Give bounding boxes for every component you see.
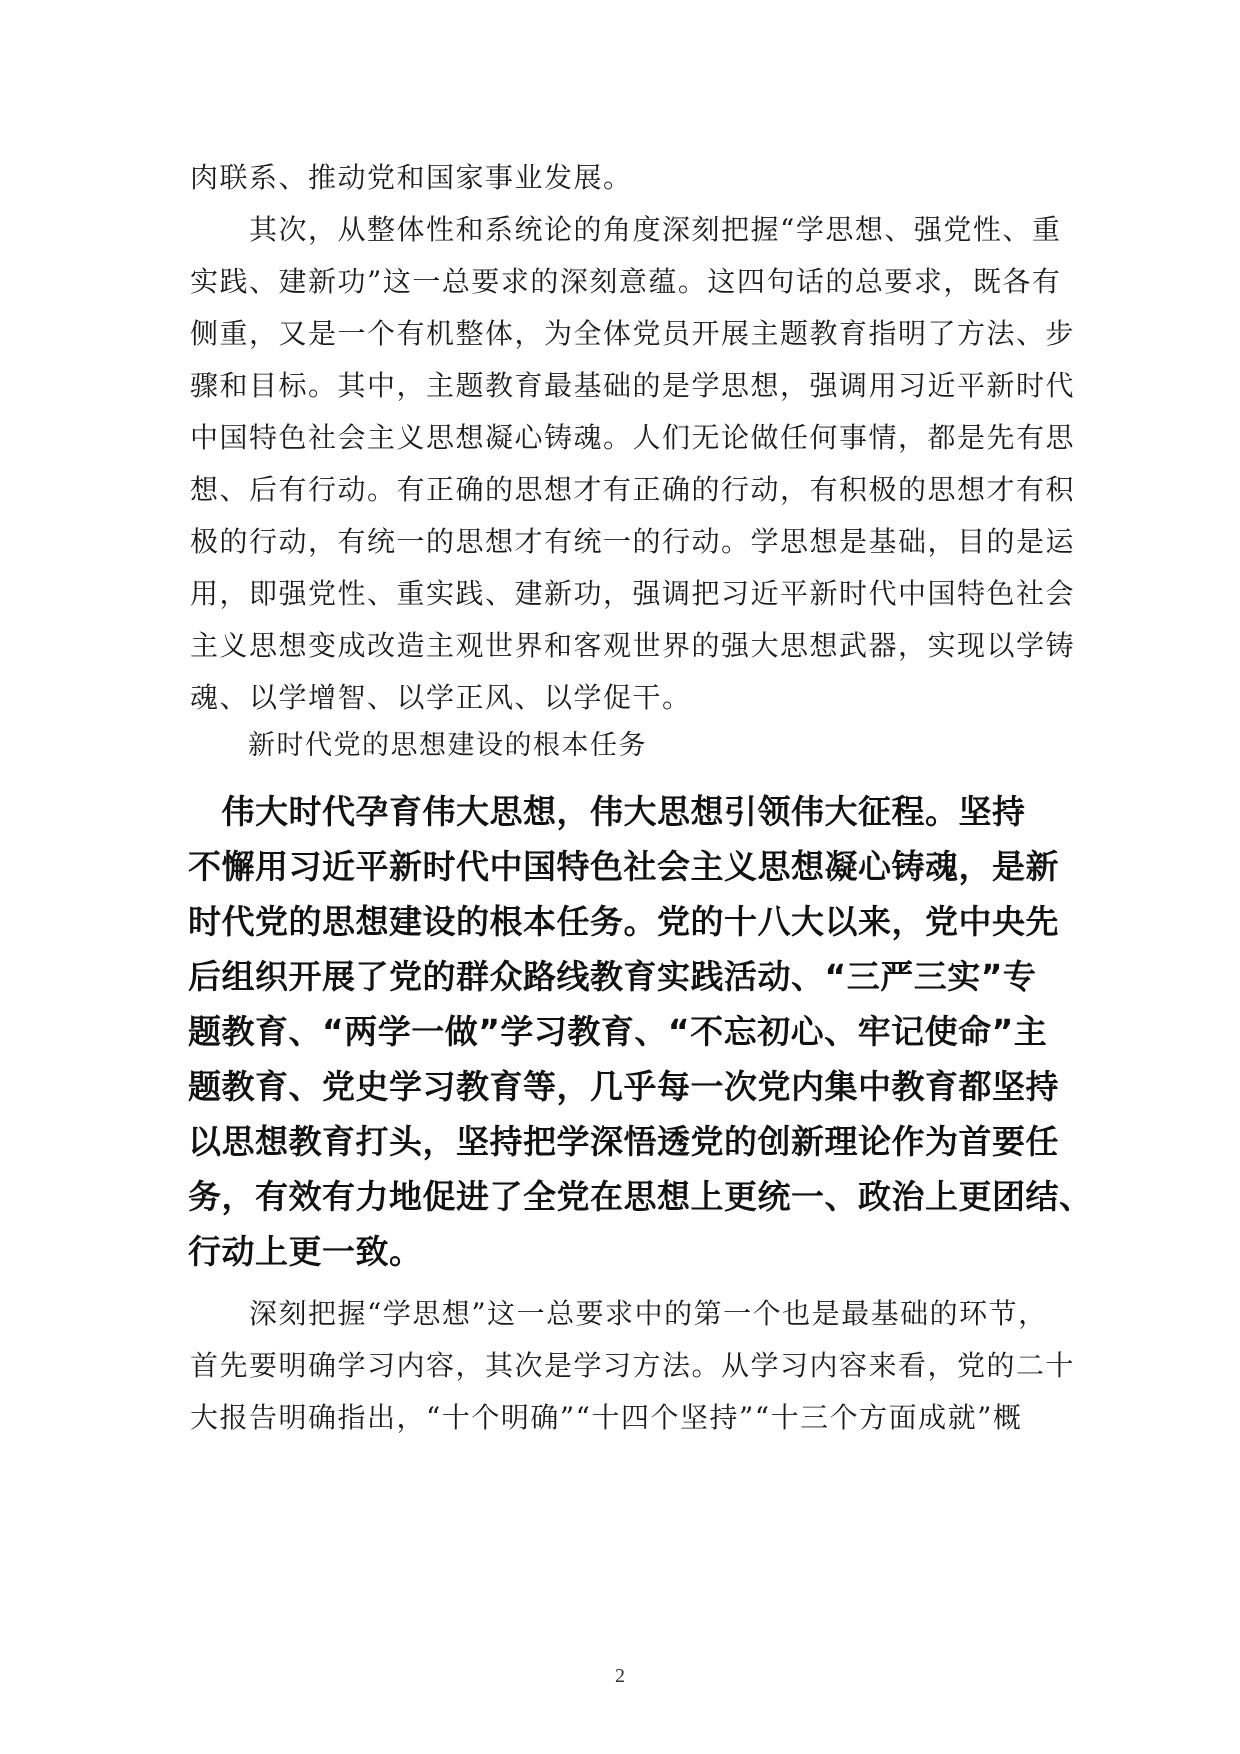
text-line: 魂、以学增智、以学正风、以学促干。: [190, 681, 692, 714]
bold-text-line: 题教育、“两学一做”学习教育、“不忘初心、牢记使命”主: [188, 1012, 1048, 1051]
bold-text-line: 务，有效有力地促进了全党在思想上更统一、政治上更团结、: [188, 1177, 1093, 1216]
paragraph-overall-requirement: [190, 204, 1076, 724]
bold-text-line: 不懈用习近平新时代中国特色社会主义思想凝心铸魂，是新: [188, 847, 1059, 886]
text-line: 首先要明确学习内容，其次是学习方法。从学习内容来看，党的二十: [190, 1349, 1076, 1382]
bold-text-line: 行动上更一致。: [188, 1232, 423, 1271]
text-line: 主义思想变成改造主观世界和客观世界的强大思想武器，实现以学铸: [190, 629, 1076, 662]
text-line: 骤和目标。其中，主题教育最基础的是学思想，强调用习近平新时代: [190, 369, 1076, 402]
text-line: 侧重，又是一个有机整体，为全体党员开展主题教育指明了方法、步: [190, 317, 1076, 350]
bold-text-line: 时代党的思想建设的根本任务。党的十八大以来，党中央先: [188, 902, 1059, 941]
bold-text-line: 后组织开展了党的群众路线教育实践活动、“三严三实”专: [188, 957, 1037, 996]
text-line: 用，即强党性、重实践、建新功，强调把习近平新时代中国特色社会: [190, 577, 1076, 610]
text-line: 肉联系、推动党和国家事业发展。: [190, 161, 633, 194]
paragraph-learn-thought: [190, 1288, 1076, 1444]
bold-text-line: 题教育、党史学习教育等，几乎每一次党内集中教育都坚持: [188, 1067, 1059, 1106]
text-line: 中国特色社会主义思想凝心铸魂。人们无论做任何事情，都是先有思: [190, 421, 1076, 454]
text-line: 极的行动，有统一的思想才有统一的行动。学思想是基础，目的是运: [190, 525, 1076, 558]
text-line: 实践、建新功”这一总要求的深刻意蕴。这四句话的总要求，既各有: [190, 265, 1062, 298]
text-line: 其次，从整体性和系统论的角度深刻把握“学思想、强党性、重: [190, 213, 1062, 246]
page-number: 2: [615, 1665, 625, 1687]
text-line: 大报告明确指出，“十个明确”“十四个坚持”“十三个方面成就”概: [190, 1401, 1023, 1434]
bold-text-line: 以思想教育打头，坚持把学深悟透党的创新理论作为首要任: [188, 1122, 1059, 1161]
bold-text-line: 伟大时代孕育伟大思想，伟大思想引领伟大征程。坚持: [188, 792, 1026, 831]
text-line: 想、后有行动。有正确的思想才有正确的行动，有积极的思想才有积: [190, 473, 1076, 506]
section-heading: 新时代党的思想建设的根本任务: [248, 730, 647, 761]
text-line: 深刻把握“学思想”这一总要求中的第一个也是最基础的环节，: [190, 1297, 1048, 1330]
bold-paragraph: [188, 784, 1093, 1279]
paragraph-continuation: [190, 152, 1052, 204]
